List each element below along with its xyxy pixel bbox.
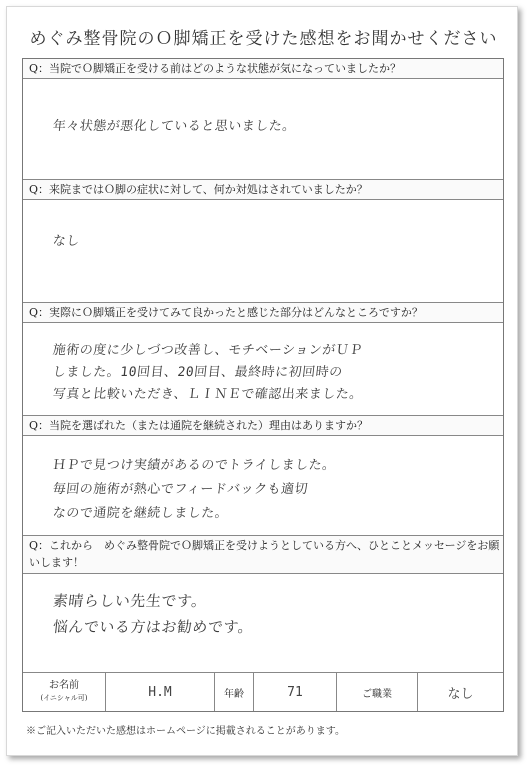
question-5: Q：これから めぐみ整骨院でＯ脚矯正を受けようとしている方へ、ひとことメッセージをお願いします！ <box>23 536 503 574</box>
age-value: 71 <box>287 684 303 700</box>
survey-form <box>22 58 504 712</box>
answer-1 <box>23 79 503 180</box>
answer-3-line-1: 施術の度に少しづつ改善し、モチベーションがＵＰ <box>52 343 364 358</box>
answer-1-line-1: 年々状態が悪化していると思いました。 <box>52 119 297 134</box>
answer-4 <box>23 436 503 536</box>
name-label-cell <box>23 673 106 711</box>
age-label-cell <box>215 673 254 711</box>
answer-4-line-2: 毎回の施術が熱心でフィードバックも適切 <box>52 482 309 497</box>
question-3: Q：実際にＯ脚矯正を受けてみて良かったと感じた部分はどんなところですか？ <box>23 303 503 323</box>
name-label: お名前 <box>49 680 79 691</box>
age-value-cell <box>254 673 337 711</box>
answer-5 <box>23 574 503 673</box>
name-sublabel: (イニシャル可) <box>40 694 88 702</box>
answer-3-line-2: しました。10回目、20回目、最終時に初回時の <box>52 365 344 380</box>
page-title: めぐみ整骨院のＯ脚矯正を受けた感想をお聞かせください <box>29 29 498 49</box>
job-value: なし <box>447 686 474 702</box>
answer-2-line-1: なし <box>52 234 81 249</box>
name-value: H.M <box>148 684 172 700</box>
job-label: ご職業 <box>362 688 392 700</box>
footer-note: ※ご記入いただいた感想はホームページに掲載されることがあります。 <box>26 726 345 737</box>
answer-2 <box>23 200 503 303</box>
answer-3 <box>23 323 503 416</box>
name-value-cell <box>106 673 215 711</box>
question-1: Q：当院でＯ脚矯正を受ける前はどのような状態が気になっていましたか？ <box>23 59 503 79</box>
job-label-cell <box>337 673 418 711</box>
question-4: Q：当院を選ばれた（または通院を継続された）理由はありますか？ <box>23 416 503 436</box>
answer-3-line-3: 写真と比較いただき、ＬＩＮＥで確認出来ました。 <box>52 387 364 402</box>
age-label: 年齢 <box>224 688 244 700</box>
answer-5-line-1: 素晴らしい先生です。 <box>52 592 208 610</box>
question-2: Q：来院まではＯ脚の症状に対して、何か対処はされていましたか？ <box>23 180 503 200</box>
answer-5-line-2: 悩んでいる方はお勧めです。 <box>52 618 255 636</box>
respondent-info-row <box>23 673 503 711</box>
answer-4-line-3: なので通院を継続しました。 <box>52 506 230 521</box>
job-value-cell <box>418 673 503 711</box>
answer-4-line-1: ＨＰで見つけ実績があるのでトライしました。 <box>52 458 337 473</box>
